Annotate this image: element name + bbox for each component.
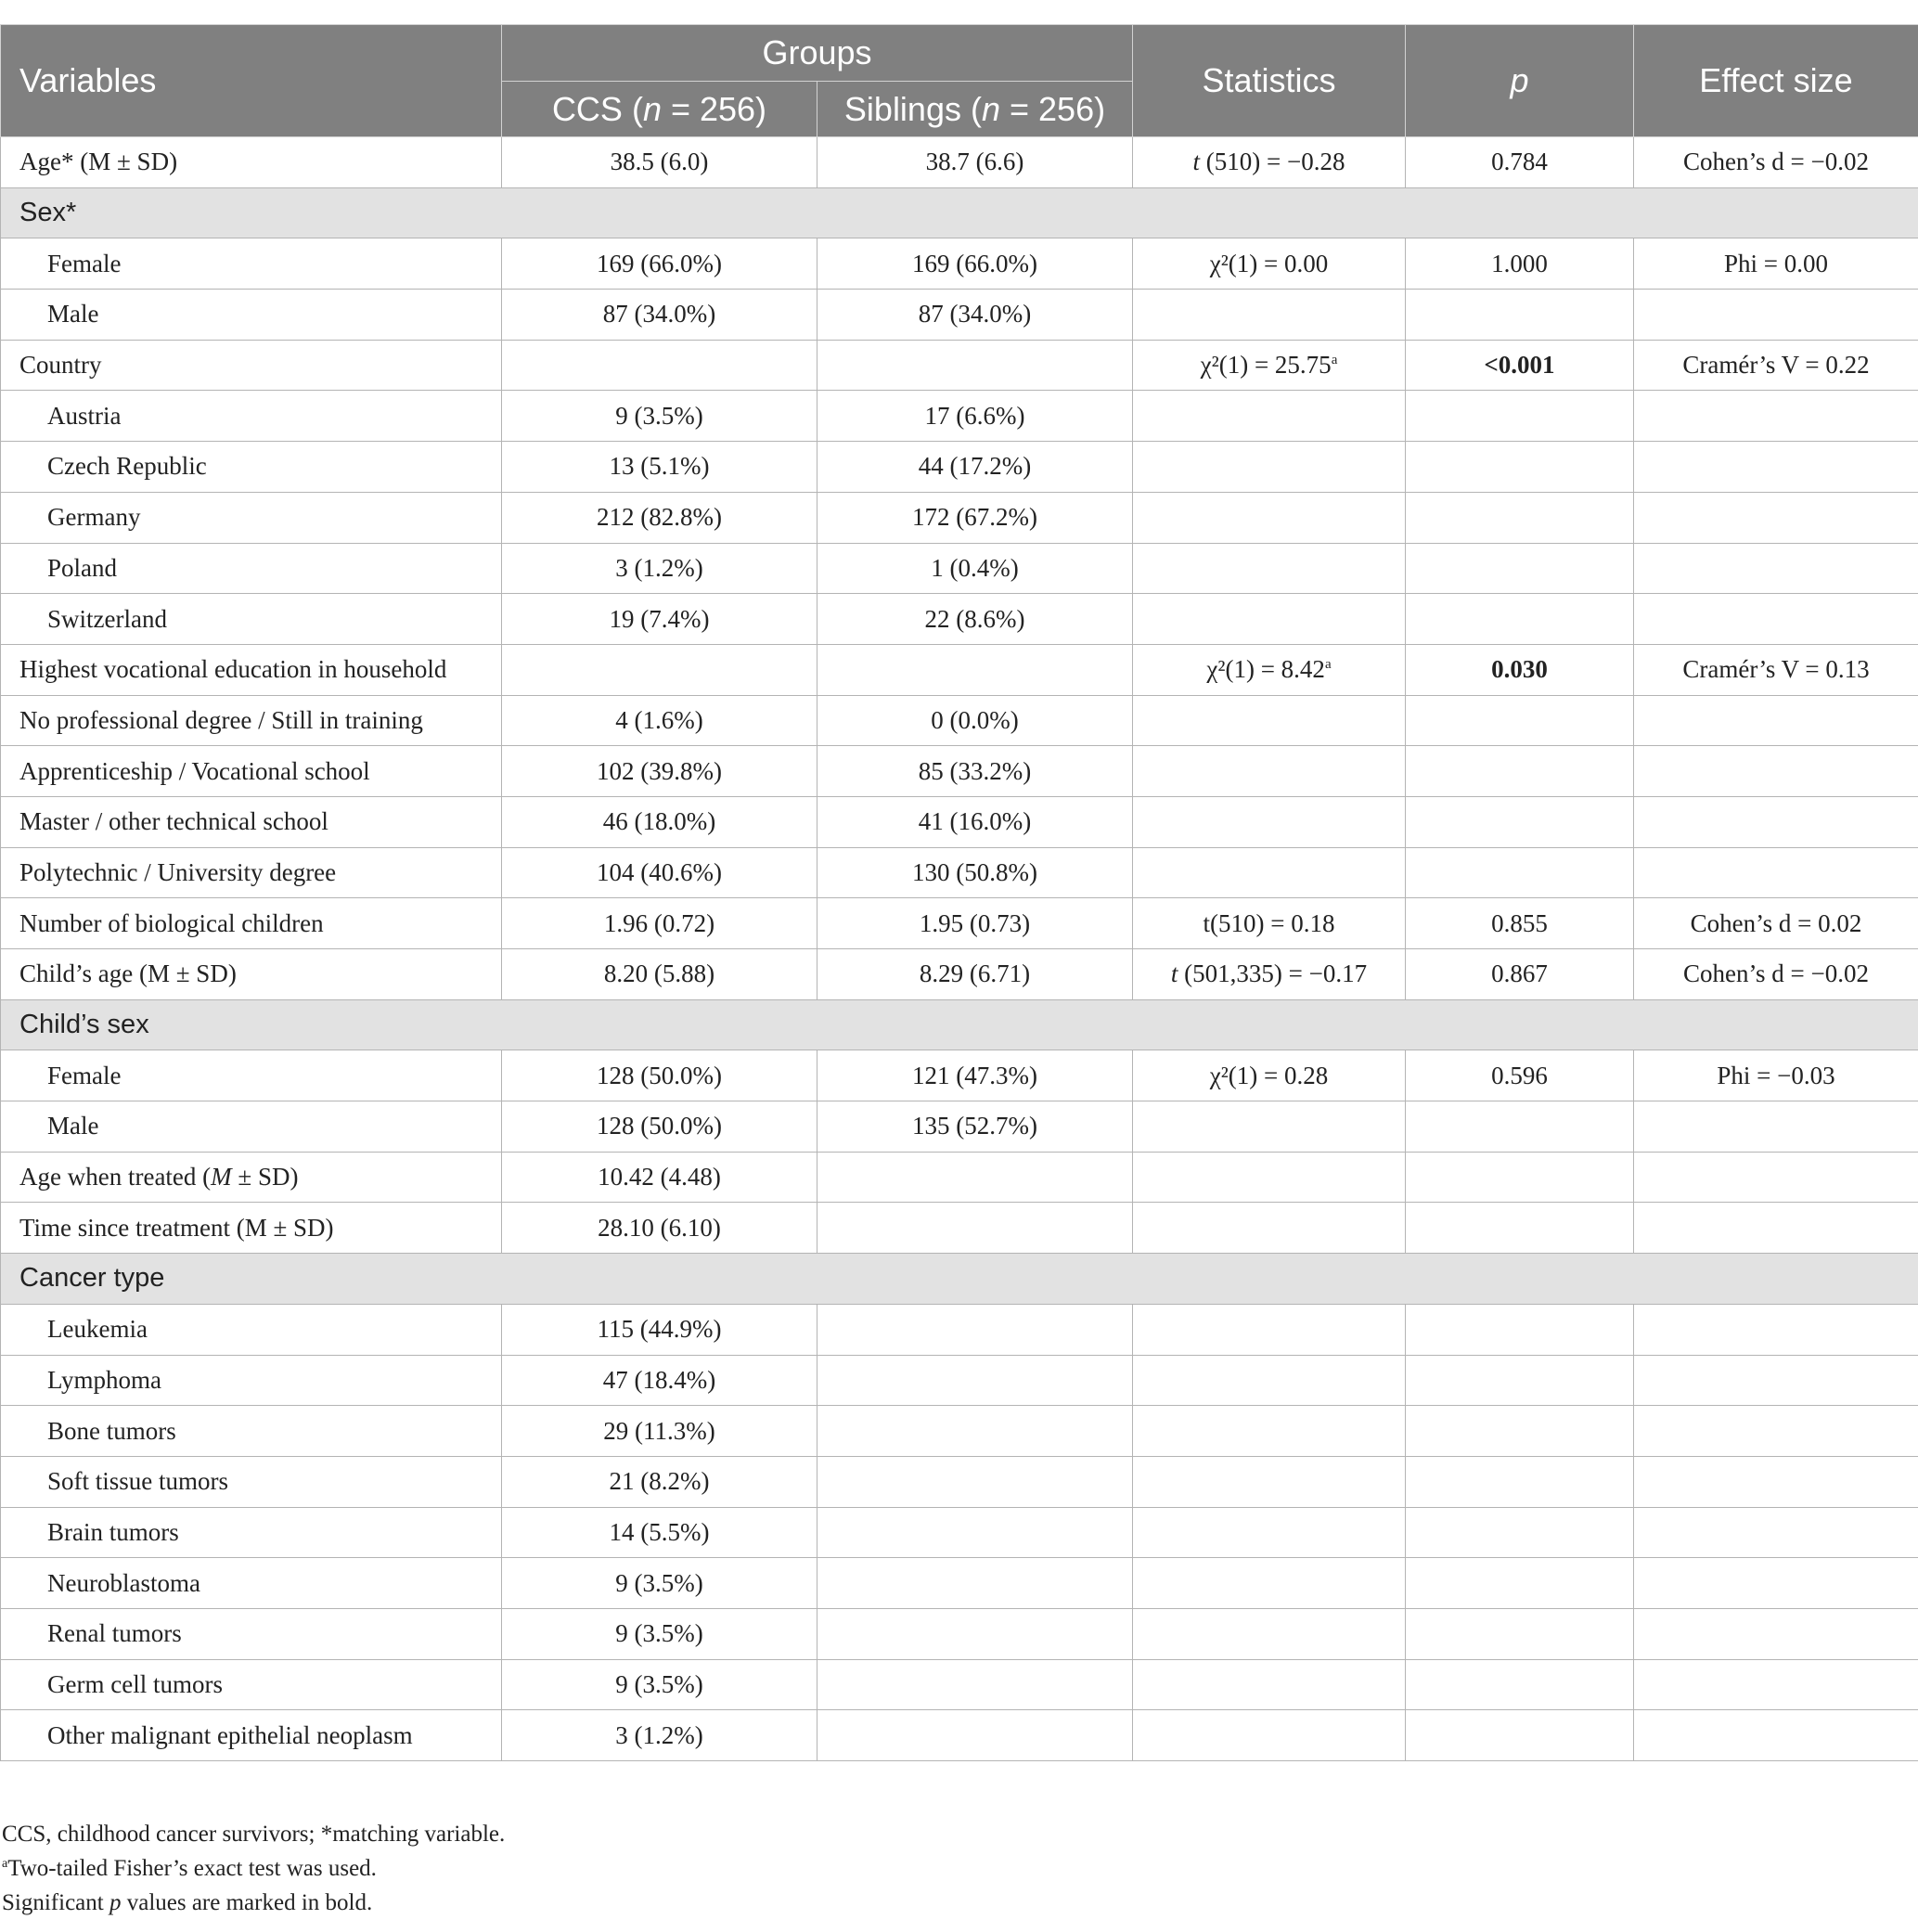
demographics-table: [0, 24, 1918, 1761]
siblings-value: [817, 644, 1133, 695]
ccs-value: 9 (3.5%): [502, 1659, 817, 1710]
statistics-value: [1133, 746, 1406, 797]
effect-size-value: Cohen’s d = −0.02: [1634, 949, 1918, 1000]
ccs-value: 115 (44.9%): [502, 1304, 817, 1355]
table-body: [1, 137, 1918, 1761]
p-value: [1406, 1558, 1634, 1609]
statistics-value: [1133, 1304, 1406, 1355]
p-value: [1406, 1101, 1634, 1153]
siblings-value: 0 (0.0%): [817, 695, 1133, 746]
variable-label: No professional degree / Still in training: [1, 695, 502, 746]
table-header: [1, 25, 1918, 137]
p-value: [1406, 1710, 1634, 1761]
ccs-value: 87 (34.0%): [502, 290, 817, 341]
section-row: [1, 1254, 1918, 1305]
table-row: [1, 492, 1918, 543]
siblings-value: [817, 1304, 1133, 1355]
statistics-value: χ²(1) = 25.75$^a$: [1133, 340, 1406, 391]
effect-size-value: [1634, 1355, 1918, 1406]
variable-label: Time since treatment (M ± SD): [1, 1203, 502, 1254]
table-row: [1, 1355, 1918, 1406]
variable-label: Child’s age (M ± SD): [1, 949, 502, 1000]
section-row: [1, 999, 1918, 1050]
siblings-value: 41 (16.0%): [817, 796, 1133, 847]
variable-label: Brain tumors: [1, 1507, 502, 1558]
table-row: [1, 290, 1918, 341]
ccs-value: 9 (3.5%): [502, 1558, 817, 1609]
variable-label: Male: [1, 1101, 502, 1153]
variable-label: Master / other technical school: [1, 796, 502, 847]
footnote-fisher: $^a$Two-tailed Fisher’s exact test was used.: [2, 1856, 377, 1881]
statistics-value: t (510) = −0.28: [1133, 137, 1406, 188]
siblings-value: [817, 1558, 1133, 1609]
effect-size-value: [1634, 594, 1918, 645]
header-effect-size: Effect size: [1634, 25, 1918, 137]
siblings-value: [817, 1710, 1133, 1761]
ccs-value: 4 (1.6%): [502, 695, 817, 746]
siblings-value: [817, 1203, 1133, 1254]
siblings-value: 8.29 (6.71): [817, 949, 1133, 1000]
ccs-value: 47 (18.4%): [502, 1355, 817, 1406]
header-variables: Variables: [1, 25, 502, 137]
statistics-value: [1133, 442, 1406, 493]
statistics-value: [1133, 1659, 1406, 1710]
ccs-value: 3 (1.2%): [502, 543, 817, 594]
variable-label: Neuroblastoma: [1, 1558, 502, 1609]
siblings-value: [817, 1152, 1133, 1203]
ccs-value: 128 (50.0%): [502, 1101, 817, 1153]
effect-size-value: Cramér’s V = 0.13: [1634, 644, 1918, 695]
p-value: [1406, 1659, 1634, 1710]
effect-size-value: [1634, 1710, 1918, 1761]
siblings-value: 44 (17.2%): [817, 442, 1133, 493]
statistics-value: [1133, 543, 1406, 594]
variable-label: Germ cell tumors: [1, 1659, 502, 1710]
table-row: [1, 137, 1918, 188]
ccs-value: 38.5 (6.0): [502, 137, 817, 188]
siblings-value: 38.7 (6.6): [817, 137, 1133, 188]
effect-size-value: Cramér’s V = 0.22: [1634, 340, 1918, 391]
variable-label: Soft tissue tumors: [1, 1456, 502, 1507]
effect-size-value: [1634, 442, 1918, 493]
table-row: [1, 1203, 1918, 1254]
table-row: [1, 238, 1918, 290]
statistics-value: [1133, 796, 1406, 847]
statistics-value: [1133, 594, 1406, 645]
table-row: [1, 847, 1918, 898]
ccs-value: 9 (3.5%): [502, 1608, 817, 1659]
statistics-value: [1133, 1507, 1406, 1558]
ccs-value: 169 (66.0%): [502, 238, 817, 290]
ccs-value: 3 (1.2%): [502, 1710, 817, 1761]
effect-size-value: [1634, 1152, 1918, 1203]
siblings-value: [817, 1406, 1133, 1457]
siblings-value: [817, 1456, 1133, 1507]
ccs-value: 10.42 (4.48): [502, 1152, 817, 1203]
statistics-value: χ²(1) = 8.42$^a$: [1133, 644, 1406, 695]
variable-label: Austria: [1, 391, 502, 442]
statistics-value: [1133, 1558, 1406, 1609]
p-value: [1406, 796, 1634, 847]
effect-size-value: [1634, 1101, 1918, 1153]
ccs-value: 104 (40.6%): [502, 847, 817, 898]
effect-size-value: [1634, 492, 1918, 543]
effect-size-value: [1634, 695, 1918, 746]
p-value: 0.867: [1406, 949, 1634, 1000]
table-row: [1, 644, 1918, 695]
ccs-value: 14 (5.5%): [502, 1507, 817, 1558]
statistics-value: χ²(1) = 0.00: [1133, 238, 1406, 290]
header-siblings: Siblings (n = 256): [817, 82, 1133, 137]
variable-label: Male: [1, 290, 502, 341]
ccs-value: 102 (39.8%): [502, 746, 817, 797]
siblings-value: [817, 1355, 1133, 1406]
table-row: [1, 1406, 1918, 1457]
variable-label: Other malignant epithelial neoplasm: [1, 1710, 502, 1761]
section-label: Cancer type: [1, 1254, 1918, 1305]
effect-size-value: [1634, 796, 1918, 847]
table-row: [1, 1710, 1918, 1761]
variable-label: Czech Republic: [1, 442, 502, 493]
ccs-value: 21 (8.2%): [502, 1456, 817, 1507]
p-value: [1406, 746, 1634, 797]
p-value: [1406, 1304, 1634, 1355]
ccs-value: [502, 644, 817, 695]
footnote-abbreviation: CCS, childhood cancer survivors; *matching variable.: [2, 1822, 506, 1847]
ccs-value: 9 (3.5%): [502, 391, 817, 442]
section-label: Sex*: [1, 187, 1918, 238]
p-value: [1406, 695, 1634, 746]
statistics-value: [1133, 492, 1406, 543]
table-row: [1, 1558, 1918, 1609]
variable-label: Switzerland: [1, 594, 502, 645]
siblings-value: [817, 1507, 1133, 1558]
ccs-value: 28.10 (6.10): [502, 1203, 817, 1254]
variable-label: Age when treated (M ± SD): [1, 1152, 502, 1203]
effect-size-value: [1634, 543, 1918, 594]
p-value: [1406, 594, 1634, 645]
footnote-significance: Significant p values are marked in bold.: [2, 1890, 373, 1915]
p-value: [1406, 492, 1634, 543]
effect-size-value: Phi = −0.03: [1634, 1050, 1918, 1101]
statistics-value: χ²(1) = 0.28: [1133, 1050, 1406, 1101]
statistics-value: [1133, 1710, 1406, 1761]
table-row: [1, 1456, 1918, 1507]
p-value: [1406, 1355, 1634, 1406]
siblings-value: [817, 1608, 1133, 1659]
table-row: [1, 543, 1918, 594]
header-statistics: Statistics: [1133, 25, 1406, 137]
statistics-value: [1133, 847, 1406, 898]
p-value: 0.030: [1406, 644, 1634, 695]
siblings-value: 169 (66.0%): [817, 238, 1133, 290]
p-value: [1406, 847, 1634, 898]
effect-size-value: [1634, 1406, 1918, 1457]
siblings-value: 87 (34.0%): [817, 290, 1133, 341]
p-value: [1406, 1152, 1634, 1203]
variable-label: Age* (M ± SD): [1, 137, 502, 188]
table-footnotes: [2, 1817, 505, 1920]
siblings-value: 121 (47.3%): [817, 1050, 1133, 1101]
p-value: [1406, 290, 1634, 341]
section-row: [1, 187, 1918, 238]
p-value: [1406, 1203, 1634, 1254]
statistics-value: [1133, 290, 1406, 341]
p-value: 1.000: [1406, 238, 1634, 290]
table-row: [1, 1608, 1918, 1659]
table-row: [1, 1050, 1918, 1101]
variable-label: Country: [1, 340, 502, 391]
table-row: [1, 1659, 1918, 1710]
variable-label: Bone tumors: [1, 1406, 502, 1457]
table-row: [1, 391, 1918, 442]
siblings-value: 17 (6.6%): [817, 391, 1133, 442]
table-row: [1, 796, 1918, 847]
statistics-value: [1133, 1203, 1406, 1254]
table-row: [1, 695, 1918, 746]
p-value: 0.784: [1406, 137, 1634, 188]
p-value: [1406, 1507, 1634, 1558]
statistics-value: [1133, 391, 1406, 442]
variable-label: Renal tumors: [1, 1608, 502, 1659]
ccs-value: [502, 340, 817, 391]
ccs-value: 212 (82.8%): [502, 492, 817, 543]
header-ccs: CCS (n = 256): [502, 82, 817, 137]
effect-size-value: Cohen’s d = 0.02: [1634, 898, 1918, 949]
variable-label: Leukemia: [1, 1304, 502, 1355]
header-groups: Groups: [502, 25, 1133, 82]
effect-size-value: Cohen’s d = −0.02: [1634, 137, 1918, 188]
table-row: [1, 594, 1918, 645]
variable-label: Germany: [1, 492, 502, 543]
p-value: <0.001: [1406, 340, 1634, 391]
variable-label: Number of biological children: [1, 898, 502, 949]
effect-size-value: [1634, 1659, 1918, 1710]
ccs-value: 1.96 (0.72): [502, 898, 817, 949]
effect-size-value: [1634, 1304, 1918, 1355]
effect-size-value: [1634, 290, 1918, 341]
ccs-value: 29 (11.3%): [502, 1406, 817, 1457]
p-value: [1406, 391, 1634, 442]
statistics-value: [1133, 1406, 1406, 1457]
siblings-value: 1.95 (0.73): [817, 898, 1133, 949]
effect-size-value: [1634, 1558, 1918, 1609]
statistics-value: [1133, 1608, 1406, 1659]
effect-size-value: [1634, 391, 1918, 442]
variable-label: Female: [1, 238, 502, 290]
p-value: [1406, 442, 1634, 493]
header-p: p: [1406, 25, 1634, 137]
effect-size-value: [1634, 1507, 1918, 1558]
statistics-value: [1133, 1456, 1406, 1507]
siblings-value: 135 (52.7%): [817, 1101, 1133, 1153]
statistics-value: [1133, 1101, 1406, 1153]
table-row: [1, 746, 1918, 797]
statistics-value: [1133, 1152, 1406, 1203]
p-value: [1406, 543, 1634, 594]
siblings-value: 22 (8.6%): [817, 594, 1133, 645]
effect-size-value: [1634, 1203, 1918, 1254]
variable-label: Highest vocational education in household: [1, 644, 502, 695]
p-value: [1406, 1456, 1634, 1507]
statistics-value: t (501,335) = −0.17: [1133, 949, 1406, 1000]
table-row: [1, 949, 1918, 1000]
table-row: [1, 1507, 1918, 1558]
p-value: 0.855: [1406, 898, 1634, 949]
table-row: [1, 1152, 1918, 1203]
siblings-value: 85 (33.2%): [817, 746, 1133, 797]
variable-label: Apprenticeship / Vocational school: [1, 746, 502, 797]
variable-label: Poland: [1, 543, 502, 594]
variable-label: Female: [1, 1050, 502, 1101]
ccs-value: 8.20 (5.88): [502, 949, 817, 1000]
table-row: [1, 898, 1918, 949]
p-value: [1406, 1608, 1634, 1659]
ccs-value: 19 (7.4%): [502, 594, 817, 645]
statistics-value: [1133, 1355, 1406, 1406]
table-row: [1, 442, 1918, 493]
ccs-value: 128 (50.0%): [502, 1050, 817, 1101]
ccs-value: 46 (18.0%): [502, 796, 817, 847]
siblings-value: [817, 1659, 1133, 1710]
variable-label: Polytechnic / University degree: [1, 847, 502, 898]
table-row: [1, 1304, 1918, 1355]
p-value: [1406, 1406, 1634, 1457]
p-value: 0.596: [1406, 1050, 1634, 1101]
siblings-value: [817, 340, 1133, 391]
table-row: [1, 1101, 1918, 1153]
variable-label: Lymphoma: [1, 1355, 502, 1406]
section-label: Child’s sex: [1, 999, 1918, 1050]
effect-size-value: [1634, 1456, 1918, 1507]
effect-size-value: [1634, 847, 1918, 898]
effect-size-value: Phi = 0.00: [1634, 238, 1918, 290]
siblings-value: 1 (0.4%): [817, 543, 1133, 594]
siblings-value: 130 (50.8%): [817, 847, 1133, 898]
effect-size-value: [1634, 1608, 1918, 1659]
statistics-value: t(510) = 0.18: [1133, 898, 1406, 949]
statistics-value: [1133, 695, 1406, 746]
table-row: [1, 340, 1918, 391]
ccs-value: 13 (5.1%): [502, 442, 817, 493]
effect-size-value: [1634, 746, 1918, 797]
siblings-value: 172 (67.2%): [817, 492, 1133, 543]
